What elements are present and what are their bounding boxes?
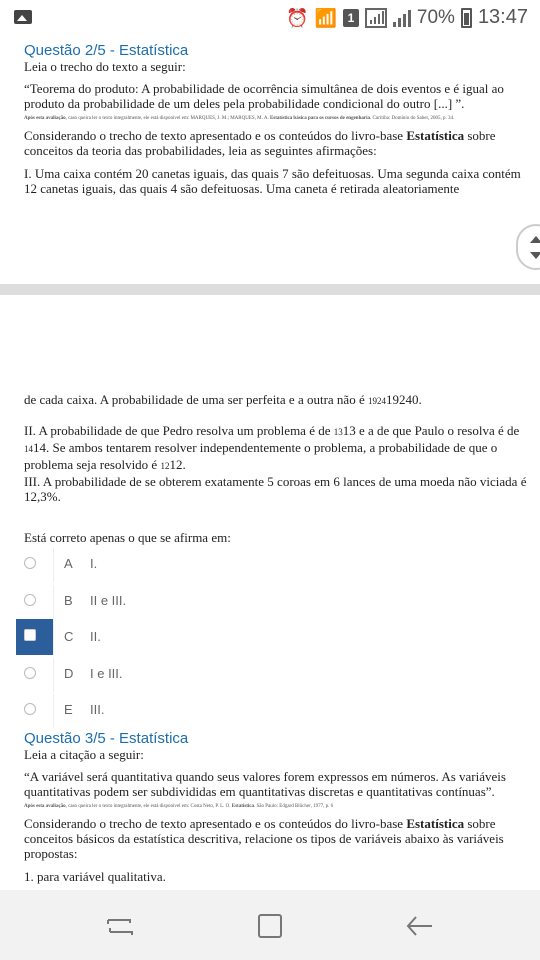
scroll-toggle-button[interactable]: [516, 224, 540, 270]
question-2-top: [24, 42, 530, 196]
radio-icon[interactable]: [24, 703, 36, 715]
question-2-title: Questão 2/5 - Estatística: [24, 42, 189, 59]
question-2-statement-2: II. A probabilidade de que Pedro resolva um problema é de 1313 e a de que Paulo o resolva é de 1414. Se ambos tentarem resolver independentemente o problema, a probabilidade de que o problema seja resolvido é 1212.: [24, 423, 520, 472]
option-text: II e III.: [90, 593, 127, 608]
option-letter: B: [64, 593, 73, 608]
option-e[interactable]: [16, 694, 540, 728]
option-letter: D: [64, 666, 74, 681]
question-3-intro: Leia a citação a seguir:: [24, 747, 144, 762]
question-2-prompt: Está correto apenas o que se afirma em:: [24, 530, 231, 545]
question-2-statement-1: I. Uma caixa contém 20 canetas iguais, das quais 7 são defeituosas. Uma segunda caixa contém 12 canetas iguais, das quais 4 são defeituosas. Uma caneta é retirada aleatoriamente: [24, 166, 521, 196]
question-2-source: Após esta avaliação, caso queira ler o texto integralmente, ele está disponível em: MARQUES, J. M.; MARQUES, M. A. Estatística básica para os cursos de engenharia. Curitiba: Domínio do Saber, 2005, p. 34.: [24, 116, 455, 121]
option-b[interactable]: [16, 585, 540, 619]
question-2-consider: Considerando o trecho de texto apresentado e os conteúdos do livro-base Estatística sobre conceitos da teoria das probabilidades, leia as seguintes afirmações:: [24, 128, 496, 158]
back-arrow-icon: [400, 910, 440, 942]
alarm-icon: ⏰: [286, 7, 309, 28]
option-letter: E: [64, 702, 73, 717]
option-text: III.: [90, 702, 105, 717]
question-3-title: Questão 3/5 - Estatística: [24, 730, 189, 747]
question-2-bottom: [24, 392, 530, 545]
navigation-bar: [0, 890, 540, 960]
battery-icon: [461, 8, 472, 28]
scroll-down-icon: [530, 252, 540, 259]
question-3-source: Após esta avaliação, caso queira ler o texto integralmente, ele está disponível em: Costa Neto, P. L. O. Estatística. São Paulo: Edgard Blücher, 1977, p. 6: [24, 804, 334, 809]
question-3-item-1: 1. para variável qualitativa.: [24, 869, 166, 884]
signal-sim2-icon: [393, 9, 411, 27]
option-letter: A: [64, 556, 73, 571]
option-a[interactable]: [16, 548, 540, 582]
home-icon: [250, 910, 290, 942]
option-text: I e III.: [90, 666, 123, 681]
sim-indicator: 1: [343, 9, 359, 27]
question-2-statement-1-cont: de cada caixa. A probabilidade de uma ser perfeita e a outra não é 192419240.: [24, 392, 422, 407]
radio-selected-icon[interactable]: [24, 629, 36, 641]
option-text: I.: [90, 556, 98, 571]
home-button[interactable]: [250, 910, 290, 942]
option-c[interactable]: [16, 621, 540, 655]
question-2-intro: Leia o trecho do texto a seguir:: [24, 59, 186, 74]
status-clock: 13:47: [477, 6, 528, 28]
option-text: II.: [90, 629, 101, 644]
gallery-notification-icon: [14, 10, 32, 24]
question-3-quote: “A variável será quantitativa quando seus valores forem expressos em números. As variáveis quantitativas podem ser subdivididas em quantitativas discretas e quantitativas contínuas”.: [24, 769, 506, 799]
radio-icon[interactable]: [24, 557, 36, 569]
signal-sim1-icon: [365, 8, 387, 28]
scroll-up-icon: [530, 236, 540, 243]
battery-percent: 70%: [416, 6, 455, 28]
recent-apps-icon: [100, 910, 140, 942]
question-2-statement-3: III. A probabilidade de se obterem exatamente 5 coroas em 6 lances de uma moeda não viciada é 12,3%.: [24, 474, 527, 504]
question-3-consider: Considerando o trecho de texto apresentado e os conteúdos do livro-base Estatística sobre conceitos básicos da estatística descritiva, relacione os tipos de variáveis abaixo às variáveis propostas:: [24, 816, 504, 861]
question-2-quote: “Teorema do produto: A probabilidade de ocorrência simultânea de dois eventos e é igual ao produto da probabilidade de um deles pela probabilidade condicional do outro [...] ”.: [24, 81, 504, 111]
back-button[interactable]: [400, 910, 440, 942]
question-3: [24, 730, 530, 884]
wifi-icon: 📶: [314, 7, 337, 28]
page-break-divider: [0, 284, 540, 295]
option-letter: C: [64, 629, 74, 644]
recent-apps-button[interactable]: [100, 910, 140, 942]
radio-icon[interactable]: [24, 667, 36, 679]
option-d[interactable]: [16, 658, 540, 692]
radio-icon[interactable]: [24, 594, 36, 606]
status-bar: [0, 0, 540, 36]
